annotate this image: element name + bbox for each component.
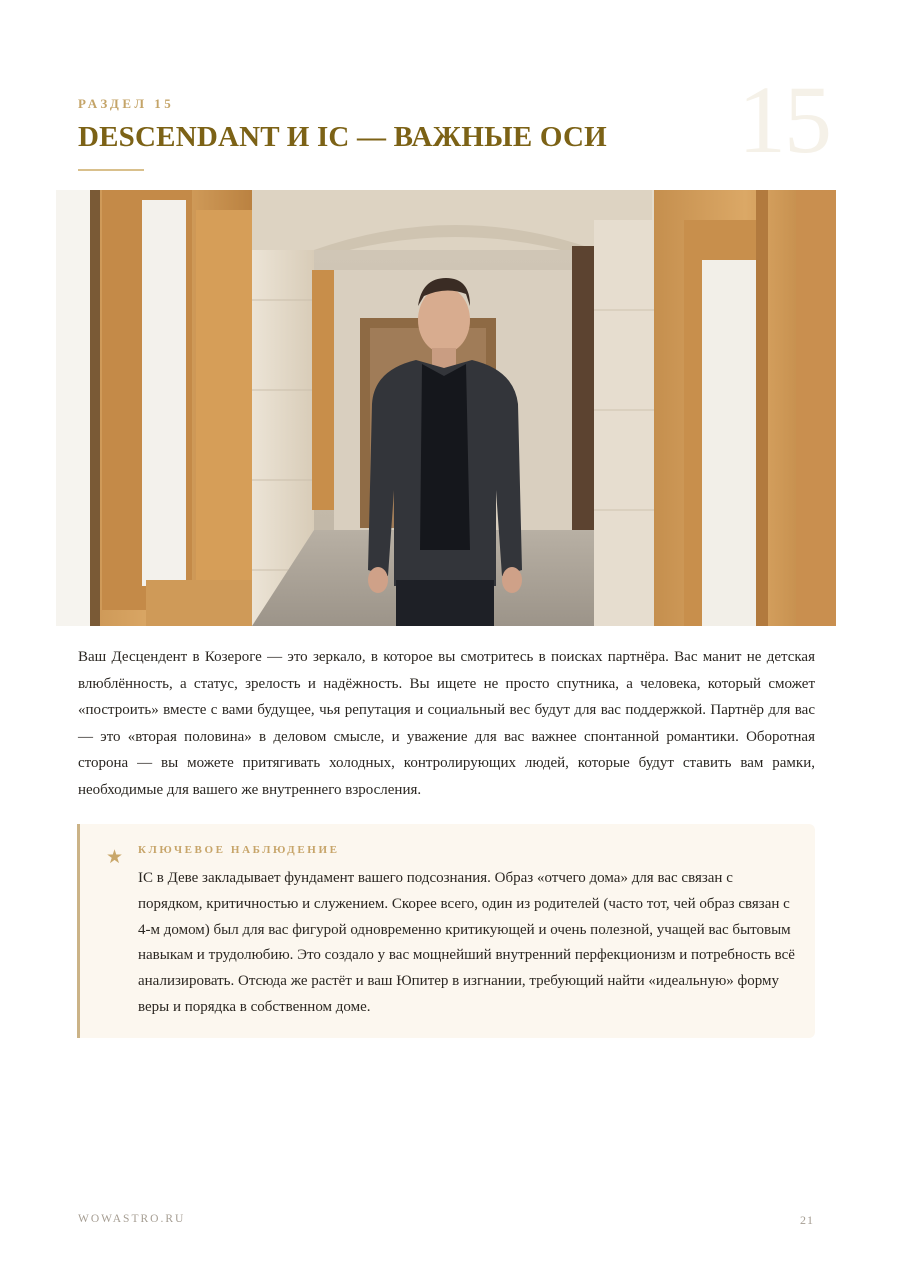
title-underline — [78, 169, 144, 171]
footer-page-number: 21 — [800, 1213, 814, 1227]
page-title: DESCENDANT И IC — ВАЖНЫЕ ОСИ — [78, 121, 607, 153]
hero-photo — [56, 190, 836, 626]
callout-label: КЛЮЧЕВОЕ НАБЛЮДЕНИЕ — [138, 844, 340, 856]
star-icon: ★ — [106, 847, 124, 868]
background-section-number: 15 — [738, 66, 830, 173]
callout-text: IC в Деве закладывает фундамент вашего подсознания. Образ «отчего дома» для вас связан с порядком, критичностью и служением. Скорее всего, один из родителей (часто тот, чей образ связан с 4-м домом) был для вас фигурой одновременно критикующей и очень полезной, учащей вас бытовым навыкам и трудолюбию. Это создало у вас мощнейший внутренний перфекционизм и потребность всё анализировать. Отсюда же растёт и ваш Юпитер в изгнании, требующий найти «идеальную» форму веры и порядка в собственном доме. — [138, 870, 795, 1015]
footer-site-name: WOWASTRO.RU — [78, 1213, 186, 1225]
body-paragraph: Ваш Десцендент в Козероге — это зеркало, в которое вы смотритесь в поисках партнёра. Вас манит не детская влюблённость, а статус, зрелость и надёжность. Вы ищете не просто спутника, а человека, который сможет «построить» вместе с вами будущее, чья репутация и социальный вес будут для вас поддержкой. Партнёр для вас — это «вторая половина» в деловом смысле, и уважение для вас важнее спонтанной романтики. Оборотная сторона — вы можете притягивать холодных, контролирующих людей, которые будут ставить вам рамки, необходимые для вашего же внутреннего взросления. — [78, 649, 815, 798]
key-insight-callout — [77, 824, 815, 1038]
section-kicker: РАЗДЕЛ 15 — [78, 96, 175, 111]
